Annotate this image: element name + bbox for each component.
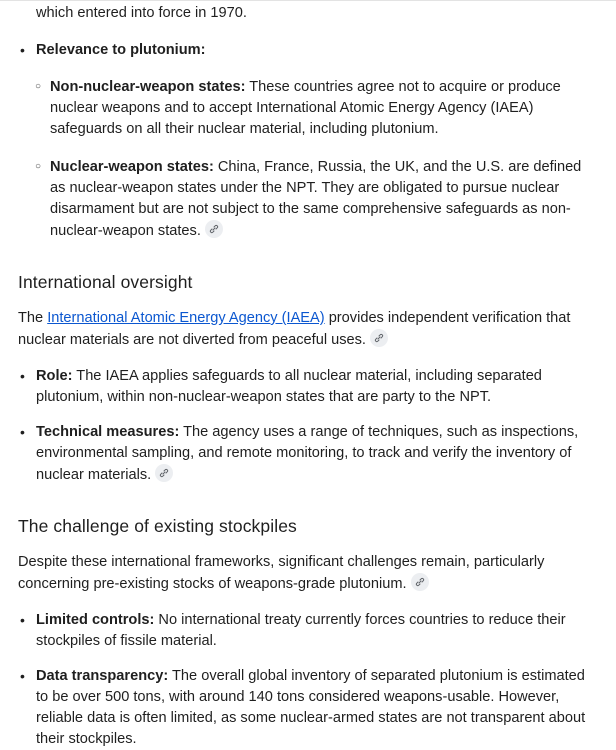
item-label: Technical measures: (36, 424, 180, 440)
stockpiles-paragraph: Despite these international frameworks, significant challenges remain, particularly concerning pre-existing stocks of weapons-grade plutonium. (18, 554, 545, 592)
bullet-icon: • (20, 612, 25, 628)
source-link-chip[interactable] (155, 464, 173, 482)
item-label: Role: (36, 368, 73, 384)
item-text: The IAEA applies safeguards to all nuclear material, including separated plutonium, within non-nuclear-weapon states that are party to the NPT. (36, 368, 542, 405)
link-icon (374, 333, 384, 343)
iaea-link[interactable]: International Atomic Energy Agency (IAEA) (47, 310, 325, 326)
item-label: Data transparency: (36, 668, 169, 684)
link-icon (415, 577, 425, 587)
list-item-role (18, 366, 598, 408)
relevance-sublist (18, 77, 598, 242)
oversight-list (18, 366, 598, 486)
list-item-relevance (18, 40, 598, 61)
list-item-technical-measures (18, 422, 598, 486)
link-icon (209, 224, 219, 234)
item-text: The overall global inventory of separated plutonium is estimated to be over 500 tons, with around 140 tons considered weapons-usable. However, reliable data is often limited, as some nuclear-armed states are not transparent about their stockpiles. (36, 668, 586, 747)
bullet-icon: • (20, 42, 25, 58)
item-text: The agency uses a range of techniques, such as inspections, environmental sampling, and remote monitoring, to track and verify the inventory of nuclear materials. (36, 424, 579, 483)
source-link-chip[interactable] (205, 220, 223, 238)
top-divider (0, 0, 616, 1)
list-item-data-transparency (18, 666, 598, 750)
bullet-icon: • (20, 668, 25, 684)
section-heading-stockpiles: The challenge of existing stockpiles (18, 516, 297, 536)
relevance-list (18, 40, 598, 61)
source-link-chip[interactable] (370, 329, 388, 347)
source-link-chip[interactable] (411, 573, 429, 591)
response-content (18, 3, 598, 750)
oversight-paragraph: The International Atomic Energy Agency (IAEA) provides independent verification that nuclear materials are not diverted from peaceful uses. (18, 310, 571, 348)
bullet-icon: • (20, 424, 25, 440)
relevance-label: Relevance to plutonium: (36, 42, 206, 58)
stockpiles-list (18, 610, 598, 750)
link-icon (159, 468, 169, 478)
item-label: Limited controls: (36, 612, 155, 628)
sub-bullet-icon: ○ (35, 161, 42, 172)
item-label: Non-nuclear-weapon states: (50, 79, 246, 95)
item-label: Nuclear-weapon states: (50, 159, 214, 175)
list-item-nuclear-weapon-states (18, 157, 598, 242)
list-item-limited-controls (18, 610, 598, 652)
list-item-non-nuclear-weapon-states (18, 77, 598, 140)
bullet-icon: • (20, 368, 25, 384)
intro-tail-text: which entered into force in 1970. (36, 5, 247, 21)
sub-bullet-icon: ○ (35, 81, 42, 92)
item-text: No international treaty currently forces countries to reduce their stockpiles of fissile material. (36, 612, 566, 649)
section-heading-oversight: International oversight (18, 272, 193, 292)
item-text: China, France, Russia, the UK, and the U.S. are defined as nuclear-weapon states under the NPT. They are obligated to pursue nuclear disarmament but are not subject to the same comprehensive safeguards as non-nuclear-weapon states. (50, 159, 582, 239)
item-text: These countries agree not to acquire or produce nuclear weapons and to accept International Atomic Energy Agency (IAEA) safeguards on all their nuclear material, including plutonium. (50, 79, 561, 137)
